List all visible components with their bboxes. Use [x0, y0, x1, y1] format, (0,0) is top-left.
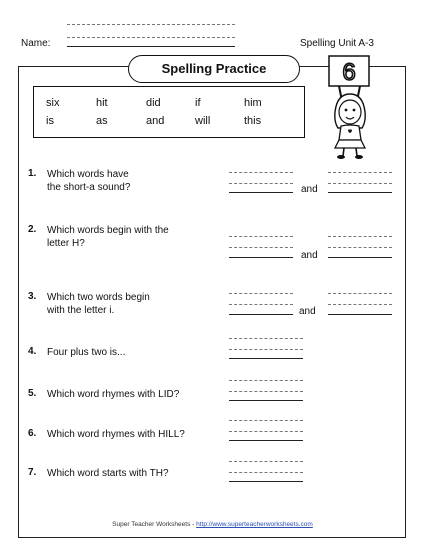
answer-line[interactable] [229, 440, 303, 441]
question-text: Four plus two is... [47, 347, 126, 358]
question-number: 2. [28, 224, 37, 235]
answer-line[interactable] [229, 358, 303, 359]
answer-line[interactable] [229, 192, 293, 193]
question-line: Which words have [47, 169, 129, 180]
question-number: 6. [28, 428, 37, 439]
word: if [195, 97, 201, 109]
footer-site: Super Teacher Worksheets [112, 521, 191, 528]
word: him [244, 97, 262, 109]
and-label: and [301, 250, 318, 261]
word: is [46, 115, 54, 127]
question-text: Which word rhymes with HILL? [47, 429, 185, 440]
footer-separator: - [190, 521, 197, 528]
word: this [244, 115, 262, 127]
name-line[interactable] [67, 46, 235, 47]
answer-line[interactable] [328, 257, 392, 258]
page-title: Spelling Practice [128, 55, 300, 83]
answer-line[interactable] [328, 192, 392, 193]
question-text [47, 224, 227, 250]
word: six [46, 97, 60, 109]
question-number: 4. [28, 346, 37, 357]
answer-line[interactable] [229, 400, 303, 401]
question-line: Which words begin with the [47, 225, 169, 236]
question-line: with the letter i. [47, 305, 115, 316]
question-number: 3. [28, 291, 37, 302]
question-number: 5. [28, 388, 37, 399]
question-text [47, 291, 227, 317]
answer-line[interactable] [229, 481, 303, 482]
footer [0, 521, 425, 528]
word: as [96, 115, 108, 127]
answer-line[interactable] [328, 314, 392, 315]
answer-line[interactable] [229, 257, 293, 258]
question-text: Which word rhymes with LID? [47, 389, 180, 400]
question-text: Which word starts with TH? [47, 468, 169, 479]
badge-number: 6 [342, 59, 356, 86]
question-line: letter H? [47, 238, 85, 249]
question-line: the short-a sound? [47, 182, 131, 193]
question-number: 7. [28, 467, 37, 478]
question-text [47, 168, 227, 194]
word: did [146, 97, 161, 109]
answer-line[interactable] [229, 314, 293, 315]
and-label: and [301, 184, 318, 195]
and-label: and [299, 306, 316, 317]
word-box [33, 86, 305, 138]
unit-label: Spelling Unit A-3 [300, 38, 374, 49]
word: will [195, 115, 211, 127]
question-number: 1. [28, 168, 37, 179]
word: hit [96, 97, 108, 109]
question-line: Which two words begin [47, 292, 150, 303]
girl-with-sign-illustration [310, 50, 402, 160]
name-label: Name: [21, 38, 51, 49]
word: and [146, 115, 165, 127]
footer-link[interactable]: http://www.superteacherworksheets.com [196, 521, 313, 528]
